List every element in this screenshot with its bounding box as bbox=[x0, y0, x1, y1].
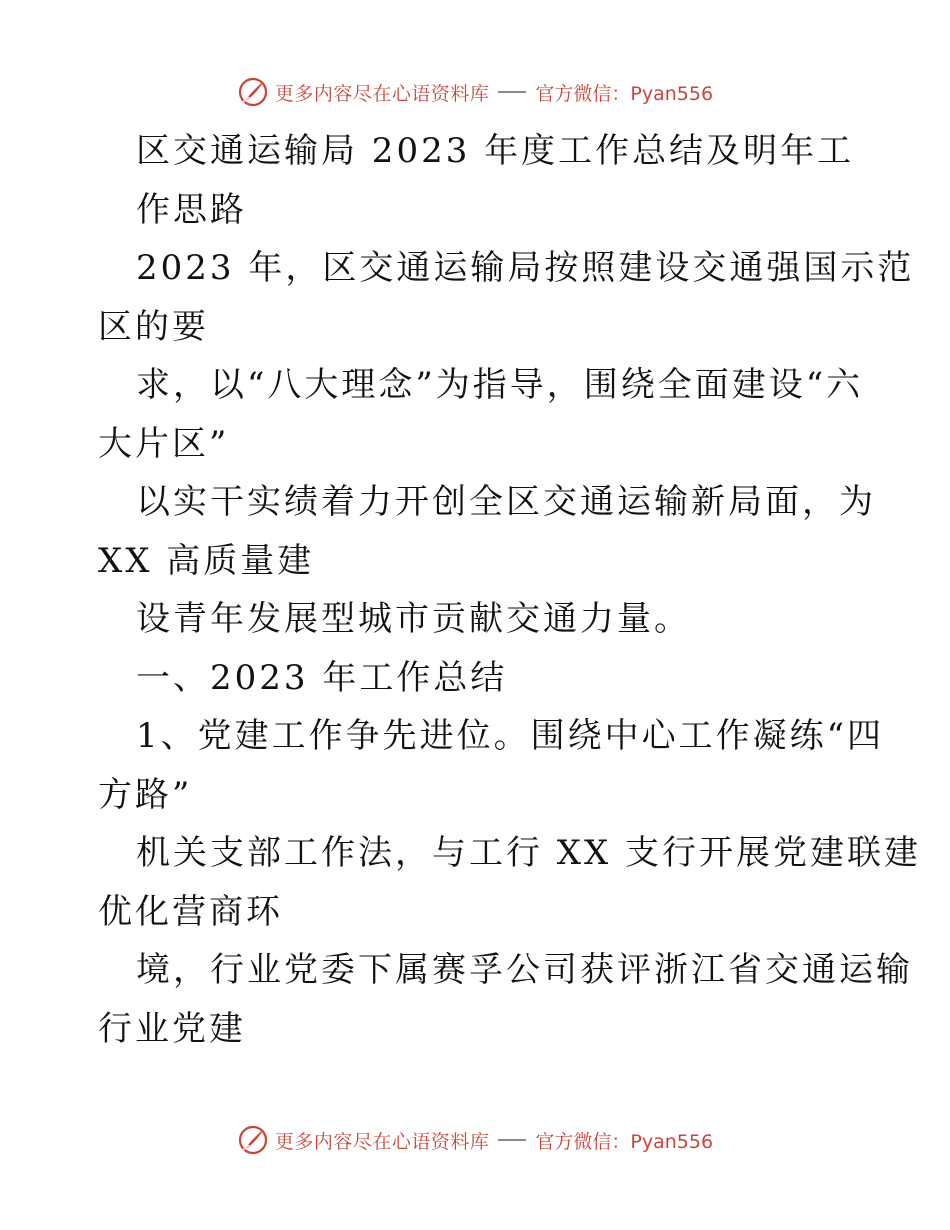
quill-pen-logo-icon bbox=[237, 1124, 269, 1156]
header-watermark bbox=[0, 72, 950, 112]
document-body bbox=[98, 122, 922, 1058]
document-line: 机关支部工作法，与工行 XX 支行开展党建联建 bbox=[136, 833, 922, 873]
watermark-text: 更多内容尽在心语资料库 bbox=[274, 82, 490, 105]
document-line: 行业党建 bbox=[98, 1008, 246, 1049]
document-line: 区交通运输局 2023 年度工作总结及明年工 bbox=[136, 131, 855, 171]
document-line: 大片区” bbox=[98, 423, 230, 464]
watermark-wechat: 官方微信：Pyan556 bbox=[535, 82, 714, 105]
document-line: 一、2023 年工作总结 bbox=[136, 657, 508, 698]
watermark-text: 更多内容尽在心语资料库 bbox=[274, 1130, 490, 1153]
document-line: 境，行业党委下属赛孚公司获评浙江省交通运输 bbox=[136, 950, 913, 990]
document-line: 求，以“八大理念”为指导，围绕全面建设“六 bbox=[136, 365, 864, 405]
document-line: 方路” bbox=[98, 774, 193, 815]
watermark-wechat: 官方微信：Pyan556 bbox=[535, 1130, 714, 1153]
watermark-separator bbox=[498, 1139, 526, 1141]
document-line: 以实干实绩着力开创全区交通运输新局面，为 bbox=[136, 482, 876, 522]
document-line: 2023 年，区交通运输局按照建设交通强国示范 bbox=[136, 248, 915, 288]
quill-pen-logo-icon bbox=[237, 76, 269, 108]
document-line: 作思路 bbox=[136, 189, 247, 230]
document-line: 1、党建工作争先进位。围绕中心工作凝练“四 bbox=[136, 716, 885, 756]
document-line: 设青年发展型城市贡献交通力量。 bbox=[136, 599, 691, 639]
document-line: 区的要 bbox=[98, 306, 209, 347]
watermark-separator bbox=[498, 91, 526, 93]
document-line: XX 高质量建 bbox=[98, 540, 315, 581]
document-line: 优化营商环 bbox=[98, 891, 283, 932]
footer-watermark bbox=[0, 1120, 950, 1160]
